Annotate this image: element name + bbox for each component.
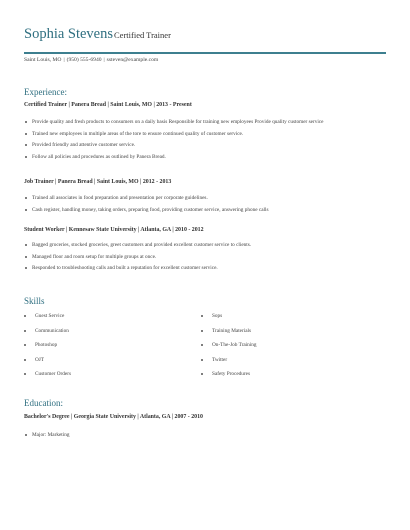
job-header: Job Trainer | Panera Bread | Saint Louis, MO | 2012 - 2013 [24,179,172,185]
job-header: Student Worker | Kennesaw State University | Atlanta, GA | 2010 - 2012 [24,227,204,233]
job-bullet: Provided friendly and attentive customer service. [24,142,386,154]
candidate-name: Sophia Stevens [24,26,114,42]
job-bullet-list [24,242,386,277]
education-bullet: Major: Marketing [24,432,386,444]
job-bullet: Managed floor and room setup for multiple groups at once. [24,254,386,266]
skill-item: Sops [201,313,381,328]
job-bullet: Trained new employees in multiple areas of the tore to ensure continued quality of customer service. [24,131,386,143]
job-bullet: Bagged groceries, stocked groceries, greet customers and provided excellent customer service to clients. [24,242,386,254]
skills-heading: Skills [24,296,45,306]
job-header: Certified Trainer | Panera Bread | Saint Louis, MO | 2013 - Present [24,102,192,108]
job-bullet: Trained all associates in food preparation and presentation per corporate guidelines. [24,195,386,207]
skills-list-right [201,313,381,386]
skill-item: Twitter [201,357,381,372]
resume-header [24,26,386,54]
contact-separator: | [103,57,105,63]
degree-header: Bachelor's Degree | Georgia State University | Atlanta, GA | 2007 - 2010 [24,414,204,420]
contact-email: ssteven@example.com [106,57,159,63]
resume-page [24,0,386,530]
job-bullet: Provide quality and fresh products to consumers on a daily basis Responsible for training new employees Provide quality customer service [24,119,386,131]
skills-list-left [24,313,194,386]
education-bullet-list [24,432,386,444]
job-bullet-list [24,119,386,165]
skill-item: Photoshop [24,342,194,357]
skill-item: Training Materials [201,328,381,343]
education-heading: Education: [24,398,63,408]
candidate-title: Certified Trainer [114,30,171,40]
contact-city: Saint Louis, MO [24,57,62,63]
contact-phone: (950) 555-6940 [66,57,102,63]
skill-item: OJT [24,357,194,372]
skill-item: Guest Service [24,313,194,328]
job-bullet: Responded to troubleshooting calls and built a reputation for excellent customer service. [24,265,386,277]
skill-item: On-The-Job Training [201,342,381,357]
skill-item: Safety Procedures [201,371,381,386]
skill-item: Customer Orders [24,371,194,386]
job-bullet-list [24,195,386,218]
contact-separator: | [63,57,65,63]
contact-line [24,56,158,64]
job-bullet: Cash register, handling money, taking orders, preparing food, providing customer service, answering phone calls [24,207,386,219]
experience-heading: Experience: [24,87,67,97]
job-bullet: Follow all policies and procedures as outlined by Panera Bread. [24,154,386,166]
skill-item: Communication [24,328,194,343]
